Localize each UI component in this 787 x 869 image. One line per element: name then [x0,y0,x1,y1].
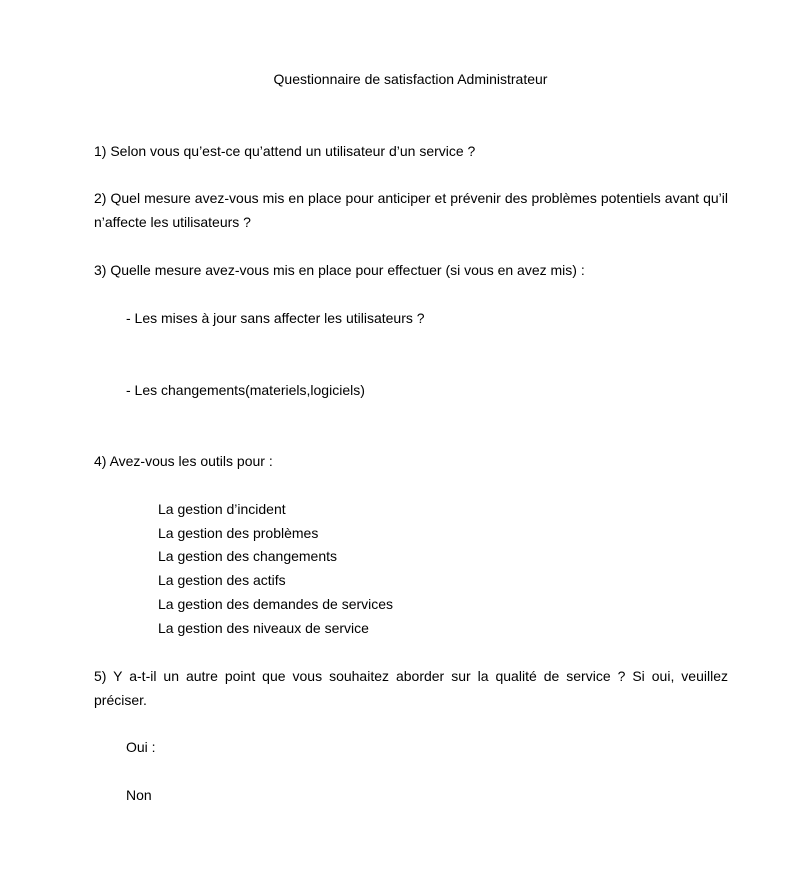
question-3: 3) Quelle mesure avez-vous mis en place pour effectuer (si vous en avez mis) : [94,262,585,278]
tool-item-service-levels: La gestion des niveaux de service [158,620,369,636]
answer-non: Non [126,787,152,803]
question-3-item-changes: - Les changements(materiels,logiciels) [126,382,365,398]
question-1: 1) Selon vous qu’est-ce qu’attend un utilisateur d’un service ? [94,143,476,159]
document-title: Questionnaire de satisfaction Administrateur [273,71,548,87]
question-2: 2) Quel mesure avez-vous mis en place pour anticiper et prévenir des problèmes potentiels avant qu’il n’affecte les utilisateurs ? [94,190,728,230]
question-4: 4) Avez-vous les outils pour : [94,453,273,469]
tool-item-incident: La gestion d’incident [158,501,286,517]
question-5: 5) Y a-t-il un autre point que vous souhaitez aborder sur la qualité de service ? Si oui, veuillez préciser. [94,668,728,708]
tool-item-assets: La gestion des actifs [158,572,286,588]
tool-item-service-requests: La gestion des demandes de services [158,596,394,612]
tool-item-changes: La gestion des changements [158,548,338,564]
question-3-item-updates: - Les mises à jour sans affecter les utilisateurs ? [126,310,425,326]
answer-oui: Oui : [126,739,156,755]
tool-item-problems: La gestion des problèmes [158,525,319,541]
